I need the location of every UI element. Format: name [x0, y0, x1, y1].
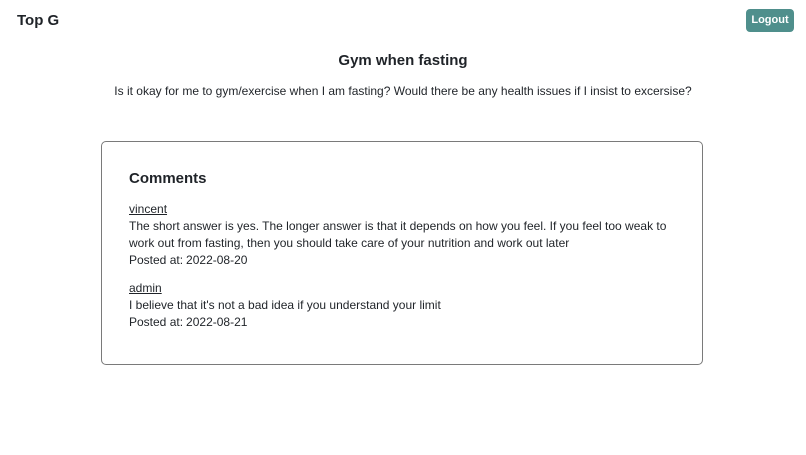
comment-author-link[interactable]: vincent [129, 202, 168, 216]
comment-text: The short answer is yes. The longer answer is that it depends on how you feel. If you feel too weak to work out from fasting, then you should take care of your nutrition and work out later [129, 219, 667, 250]
comment-date-value: 2022-08-20 [186, 253, 248, 267]
comments-panel [101, 141, 703, 365]
top-navbar [0, 0, 806, 42]
post-section [0, 51, 806, 99]
logout-button[interactable]: Logout [746, 9, 794, 32]
comment-item [129, 201, 675, 269]
posted-at-label: Posted at: [129, 253, 184, 267]
post-title: Gym when fasting [338, 52, 468, 69]
posted-at-label: Posted at: [129, 315, 184, 329]
comments-heading: Comments [129, 170, 207, 187]
comment-text: I believe that it's not a bad idea if you understand your limit [129, 298, 441, 312]
comment-date-value: 2022-08-21 [186, 315, 248, 329]
comment-timestamp [129, 252, 675, 269]
comment-item [129, 280, 675, 331]
post-body: Is it okay for me to gym/exercise when I am fasting? Would there be any health issues if I insist to excersise? [114, 84, 692, 98]
comment-author-link[interactable]: admin [129, 281, 162, 295]
comment-timestamp [129, 314, 675, 331]
brand-logo[interactable]: Top G [17, 12, 60, 29]
